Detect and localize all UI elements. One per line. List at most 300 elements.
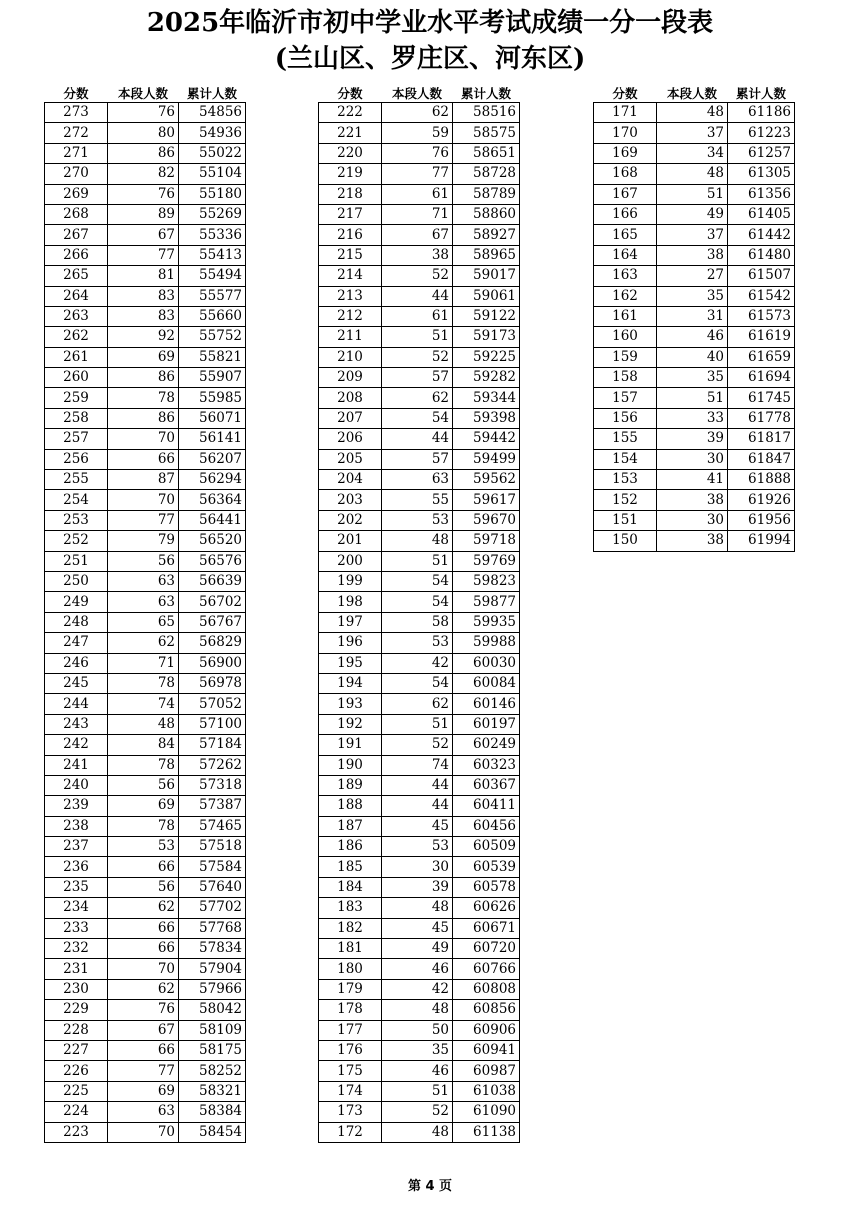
cumulative-cell: 61619 (728, 327, 795, 347)
table-row (594, 327, 795, 347)
score-cell: 177 (319, 1020, 382, 1040)
count-cell: 53 (108, 837, 179, 857)
score-cell: 271 (45, 143, 108, 163)
header-row (45, 84, 246, 103)
table-row (45, 592, 246, 612)
score-cell: 173 (319, 1102, 382, 1122)
count-cell: 70 (108, 429, 179, 449)
score-cell: 161 (594, 306, 657, 326)
count-cell: 41 (657, 470, 728, 490)
count-cell: 76 (108, 103, 179, 123)
cumulative-cell: 55660 (179, 306, 246, 326)
cumulative-cell: 56702 (179, 592, 246, 612)
count-cell: 48 (382, 531, 453, 551)
table-row (45, 633, 246, 653)
count-cell: 86 (108, 408, 179, 428)
table-row (45, 204, 246, 224)
cumulative-cell: 57518 (179, 837, 246, 857)
count-cell: 54 (382, 571, 453, 591)
table-row (594, 306, 795, 326)
score-cell: 156 (594, 408, 657, 428)
score-cell: 185 (319, 857, 382, 877)
count-cell: 46 (657, 327, 728, 347)
table-row (594, 510, 795, 530)
count-cell: 48 (382, 1122, 453, 1142)
count-cell: 78 (108, 755, 179, 775)
table-row (45, 449, 246, 469)
count-cell: 67 (382, 225, 453, 245)
cumulative-cell: 55821 (179, 347, 246, 367)
score-cell: 221 (319, 123, 382, 143)
table-row (45, 939, 246, 959)
table-row (594, 470, 795, 490)
table-row (45, 775, 246, 795)
cumulative-cell: 60626 (453, 898, 520, 918)
table-row (45, 918, 246, 938)
table-row (45, 388, 246, 408)
count-cell: 30 (382, 857, 453, 877)
table-row (45, 184, 246, 204)
table-row (45, 857, 246, 877)
cumulative-cell: 55494 (179, 266, 246, 286)
score-table-column-1 (44, 84, 246, 1143)
cumulative-cell: 61659 (728, 347, 795, 367)
score-cell: 230 (45, 979, 108, 999)
cumulative-cell: 57640 (179, 877, 246, 897)
table-row (45, 714, 246, 734)
count-cell: 83 (108, 306, 179, 326)
cumulative-cell: 60906 (453, 1020, 520, 1040)
table-row (594, 368, 795, 388)
count-cell: 51 (382, 551, 453, 571)
cumulative-cell: 57052 (179, 694, 246, 714)
cumulative-cell: 59617 (453, 490, 520, 510)
table-row (594, 388, 795, 408)
header-row (594, 84, 795, 103)
cumulative-cell: 57768 (179, 918, 246, 938)
header-count: 本段人数 (108, 84, 179, 103)
count-cell: 44 (382, 429, 453, 449)
count-cell: 61 (382, 306, 453, 326)
count-cell: 62 (382, 103, 453, 123)
table-row (319, 286, 520, 306)
cumulative-cell: 59823 (453, 571, 520, 591)
table-row (45, 959, 246, 979)
cumulative-cell: 55413 (179, 245, 246, 265)
cumulative-cell: 60941 (453, 1040, 520, 1060)
score-cell: 252 (45, 531, 108, 551)
cumulative-cell: 61356 (728, 184, 795, 204)
cumulative-cell: 60671 (453, 918, 520, 938)
cumulative-cell: 61888 (728, 470, 795, 490)
score-cell: 236 (45, 857, 108, 877)
cumulative-cell: 57262 (179, 755, 246, 775)
cumulative-cell: 58789 (453, 184, 520, 204)
count-cell: 53 (382, 633, 453, 653)
score-cell: 189 (319, 775, 382, 795)
count-cell: 49 (657, 204, 728, 224)
count-cell: 30 (657, 510, 728, 530)
count-cell: 62 (108, 979, 179, 999)
score-cell: 198 (319, 592, 382, 612)
score-cell: 258 (45, 408, 108, 428)
table-row (45, 612, 246, 632)
table-row (319, 510, 520, 530)
count-cell: 44 (382, 286, 453, 306)
count-cell: 82 (108, 164, 179, 184)
table-row (319, 898, 520, 918)
table-row (319, 571, 520, 591)
count-cell: 70 (108, 959, 179, 979)
score-cell: 208 (319, 388, 382, 408)
table-row (45, 1102, 246, 1122)
count-cell: 42 (382, 653, 453, 673)
score-cell: 209 (319, 368, 382, 388)
score-cell: 166 (594, 204, 657, 224)
cumulative-cell: 55577 (179, 286, 246, 306)
score-cell: 158 (594, 368, 657, 388)
score-cell: 260 (45, 368, 108, 388)
table-row (45, 898, 246, 918)
count-cell: 86 (108, 143, 179, 163)
header-score: 分数 (319, 84, 382, 103)
cumulative-cell: 57904 (179, 959, 246, 979)
header-count: 本段人数 (382, 84, 453, 103)
cumulative-cell: 56141 (179, 429, 246, 449)
score-cell: 222 (319, 103, 382, 123)
count-cell: 48 (382, 898, 453, 918)
count-cell: 70 (108, 490, 179, 510)
cumulative-cell: 59173 (453, 327, 520, 347)
count-cell: 56 (108, 877, 179, 897)
cumulative-cell: 57834 (179, 939, 246, 959)
score-cell: 188 (319, 796, 382, 816)
header-row (319, 84, 520, 103)
table-row (594, 103, 795, 123)
table-row (319, 918, 520, 938)
count-cell: 66 (108, 939, 179, 959)
cumulative-cell: 60987 (453, 1061, 520, 1081)
count-cell: 77 (108, 510, 179, 530)
table-row (594, 225, 795, 245)
count-cell: 33 (657, 408, 728, 428)
score-cell: 265 (45, 266, 108, 286)
cumulative-cell: 56639 (179, 571, 246, 591)
score-cell: 203 (319, 490, 382, 510)
table-row (319, 857, 520, 877)
cumulative-cell: 61956 (728, 510, 795, 530)
table-row (45, 245, 246, 265)
table-row (594, 266, 795, 286)
count-cell: 38 (657, 245, 728, 265)
table-row (319, 306, 520, 326)
table-row (594, 143, 795, 163)
count-cell: 80 (108, 123, 179, 143)
score-cell: 218 (319, 184, 382, 204)
cumulative-cell: 60323 (453, 755, 520, 775)
count-cell: 52 (382, 735, 453, 755)
count-cell: 35 (657, 368, 728, 388)
count-cell: 69 (108, 1081, 179, 1101)
score-cell: 176 (319, 1040, 382, 1060)
table-row (45, 408, 246, 428)
count-cell: 76 (108, 1000, 179, 1020)
table-row (319, 939, 520, 959)
table-row (594, 184, 795, 204)
cumulative-cell: 61405 (728, 204, 795, 224)
table-row (45, 429, 246, 449)
count-cell: 78 (108, 388, 179, 408)
cumulative-cell: 57966 (179, 979, 246, 999)
cumulative-cell: 56294 (179, 470, 246, 490)
cumulative-cell: 61090 (453, 1102, 520, 1122)
count-cell: 44 (382, 796, 453, 816)
score-cell: 182 (319, 918, 382, 938)
score-cell: 190 (319, 755, 382, 775)
score-cell: 263 (45, 306, 108, 326)
table-row (45, 979, 246, 999)
count-cell: 45 (382, 918, 453, 938)
table-row (594, 204, 795, 224)
count-cell: 27 (657, 266, 728, 286)
score-cell: 200 (319, 551, 382, 571)
score-cell: 255 (45, 470, 108, 490)
table-row (45, 103, 246, 123)
table-row (594, 347, 795, 367)
table-row (45, 877, 246, 897)
table-row (319, 470, 520, 490)
cumulative-cell: 60084 (453, 673, 520, 693)
table-row (45, 735, 246, 755)
count-cell: 51 (382, 327, 453, 347)
table-row (319, 592, 520, 612)
count-cell: 63 (382, 470, 453, 490)
count-cell: 69 (108, 796, 179, 816)
table-row (319, 184, 520, 204)
score-cell: 219 (319, 164, 382, 184)
score-cell: 165 (594, 225, 657, 245)
cumulative-cell: 60720 (453, 939, 520, 959)
header-score: 分数 (45, 84, 108, 103)
table-row (594, 164, 795, 184)
cumulative-cell: 60249 (453, 735, 520, 755)
table-row (45, 123, 246, 143)
table-row (594, 449, 795, 469)
cumulative-cell: 59718 (453, 531, 520, 551)
score-cell: 168 (594, 164, 657, 184)
score-cell: 245 (45, 673, 108, 693)
score-table-column-2 (318, 84, 520, 1143)
score-cell: 249 (45, 592, 108, 612)
cumulative-cell: 59499 (453, 449, 520, 469)
score-cell: 186 (319, 837, 382, 857)
count-cell: 89 (108, 204, 179, 224)
score-cell: 269 (45, 184, 108, 204)
table-row (45, 551, 246, 571)
score-cell: 270 (45, 164, 108, 184)
table-row (45, 531, 246, 551)
cumulative-cell: 59398 (453, 408, 520, 428)
score-cell: 231 (45, 959, 108, 979)
score-table-column-3 (593, 84, 795, 552)
count-cell: 54 (382, 408, 453, 428)
count-cell: 62 (108, 898, 179, 918)
table-row (45, 306, 246, 326)
score-cell: 180 (319, 959, 382, 979)
table-row (319, 143, 520, 163)
score-cell: 206 (319, 429, 382, 449)
score-cell: 233 (45, 918, 108, 938)
table-row (45, 164, 246, 184)
count-cell: 77 (382, 164, 453, 184)
table-row (319, 1000, 520, 1020)
cumulative-cell: 60146 (453, 694, 520, 714)
score-cell: 241 (45, 755, 108, 775)
score-cell: 226 (45, 1061, 108, 1081)
table-row (319, 123, 520, 143)
score-cell: 257 (45, 429, 108, 449)
cumulative-cell: 58454 (179, 1122, 246, 1142)
cumulative-cell: 59769 (453, 551, 520, 571)
table-row (319, 449, 520, 469)
cumulative-cell: 60411 (453, 796, 520, 816)
count-cell: 67 (108, 225, 179, 245)
score-cell: 155 (594, 429, 657, 449)
score-cell: 187 (319, 816, 382, 836)
cumulative-cell: 58042 (179, 1000, 246, 1020)
score-cell: 264 (45, 286, 108, 306)
score-cell: 227 (45, 1040, 108, 1060)
table-row (319, 245, 520, 265)
score-cell: 273 (45, 103, 108, 123)
count-cell: 37 (657, 123, 728, 143)
table-row (319, 408, 520, 428)
table-row (319, 612, 520, 632)
count-cell: 61 (382, 184, 453, 204)
score-cell: 242 (45, 735, 108, 755)
cumulative-cell: 61257 (728, 143, 795, 163)
count-cell: 48 (108, 714, 179, 734)
count-cell: 78 (108, 673, 179, 693)
score-cell: 240 (45, 775, 108, 795)
page-number: 第 4 页 (407, 1179, 453, 1194)
score-cell: 194 (319, 673, 382, 693)
count-cell: 54 (382, 673, 453, 693)
score-cell: 150 (594, 531, 657, 551)
score-cell: 196 (319, 633, 382, 653)
score-cell: 237 (45, 837, 108, 857)
count-cell: 35 (382, 1040, 453, 1060)
score-cell: 164 (594, 245, 657, 265)
table-row (319, 347, 520, 367)
count-cell: 42 (382, 979, 453, 999)
cumulative-cell: 59017 (453, 266, 520, 286)
table-row (45, 225, 246, 245)
cumulative-cell: 57702 (179, 898, 246, 918)
score-cell: 239 (45, 796, 108, 816)
count-cell: 74 (382, 755, 453, 775)
cumulative-cell: 56207 (179, 449, 246, 469)
table-row (45, 1081, 246, 1101)
count-cell: 55 (382, 490, 453, 510)
cumulative-cell: 61038 (453, 1081, 520, 1101)
score-cell: 224 (45, 1102, 108, 1122)
cumulative-cell: 59122 (453, 306, 520, 326)
score-cell: 193 (319, 694, 382, 714)
score-cell: 169 (594, 143, 657, 163)
cumulative-cell: 56576 (179, 551, 246, 571)
table-row (319, 755, 520, 775)
table-row (45, 1020, 246, 1040)
score-cell: 220 (319, 143, 382, 163)
table-row (594, 123, 795, 143)
page-title: 2025年临沂市初中学业水平考试成绩一分一段表 (146, 8, 714, 38)
cumulative-cell: 56520 (179, 531, 246, 551)
count-cell: 63 (108, 592, 179, 612)
cumulative-cell: 61994 (728, 531, 795, 551)
count-cell: 83 (108, 286, 179, 306)
score-cell: 163 (594, 266, 657, 286)
count-cell: 78 (108, 816, 179, 836)
table-row (319, 490, 520, 510)
cumulative-cell: 59061 (453, 286, 520, 306)
cumulative-cell: 58728 (453, 164, 520, 184)
table-row (319, 673, 520, 693)
score-cell: 159 (594, 347, 657, 367)
cumulative-cell: 59988 (453, 633, 520, 653)
score-cell: 244 (45, 694, 108, 714)
cumulative-cell: 61778 (728, 408, 795, 428)
count-cell: 66 (108, 857, 179, 877)
count-cell: 34 (657, 143, 728, 163)
table-row (45, 796, 246, 816)
table-row (45, 1061, 246, 1081)
score-cell: 172 (319, 1122, 382, 1142)
table-row (319, 694, 520, 714)
cumulative-cell: 58384 (179, 1102, 246, 1122)
score-cell: 223 (45, 1122, 108, 1142)
table-row (45, 143, 246, 163)
score-cell: 152 (594, 490, 657, 510)
header-cumulative: 累计人数 (728, 84, 795, 103)
count-cell: 87 (108, 470, 179, 490)
cumulative-cell: 57100 (179, 714, 246, 734)
cumulative-cell: 56829 (179, 633, 246, 653)
score-cell: 213 (319, 286, 382, 306)
score-cell: 211 (319, 327, 382, 347)
score-cell: 179 (319, 979, 382, 999)
cumulative-cell: 55752 (179, 327, 246, 347)
score-cell: 199 (319, 571, 382, 591)
score-cell: 246 (45, 653, 108, 673)
cumulative-cell: 61847 (728, 449, 795, 469)
count-cell: 46 (382, 1061, 453, 1081)
table-row (319, 714, 520, 734)
count-cell: 70 (108, 1122, 179, 1142)
cumulative-cell: 57318 (179, 775, 246, 795)
table-row (319, 877, 520, 897)
cumulative-cell: 54856 (179, 103, 246, 123)
count-cell: 59 (382, 123, 453, 143)
table-row (45, 816, 246, 836)
score-cell: 268 (45, 204, 108, 224)
cumulative-cell: 61305 (728, 164, 795, 184)
cumulative-cell: 61480 (728, 245, 795, 265)
table-row (319, 837, 520, 857)
table-row (319, 327, 520, 347)
table-row (45, 1040, 246, 1060)
count-cell: 39 (382, 877, 453, 897)
